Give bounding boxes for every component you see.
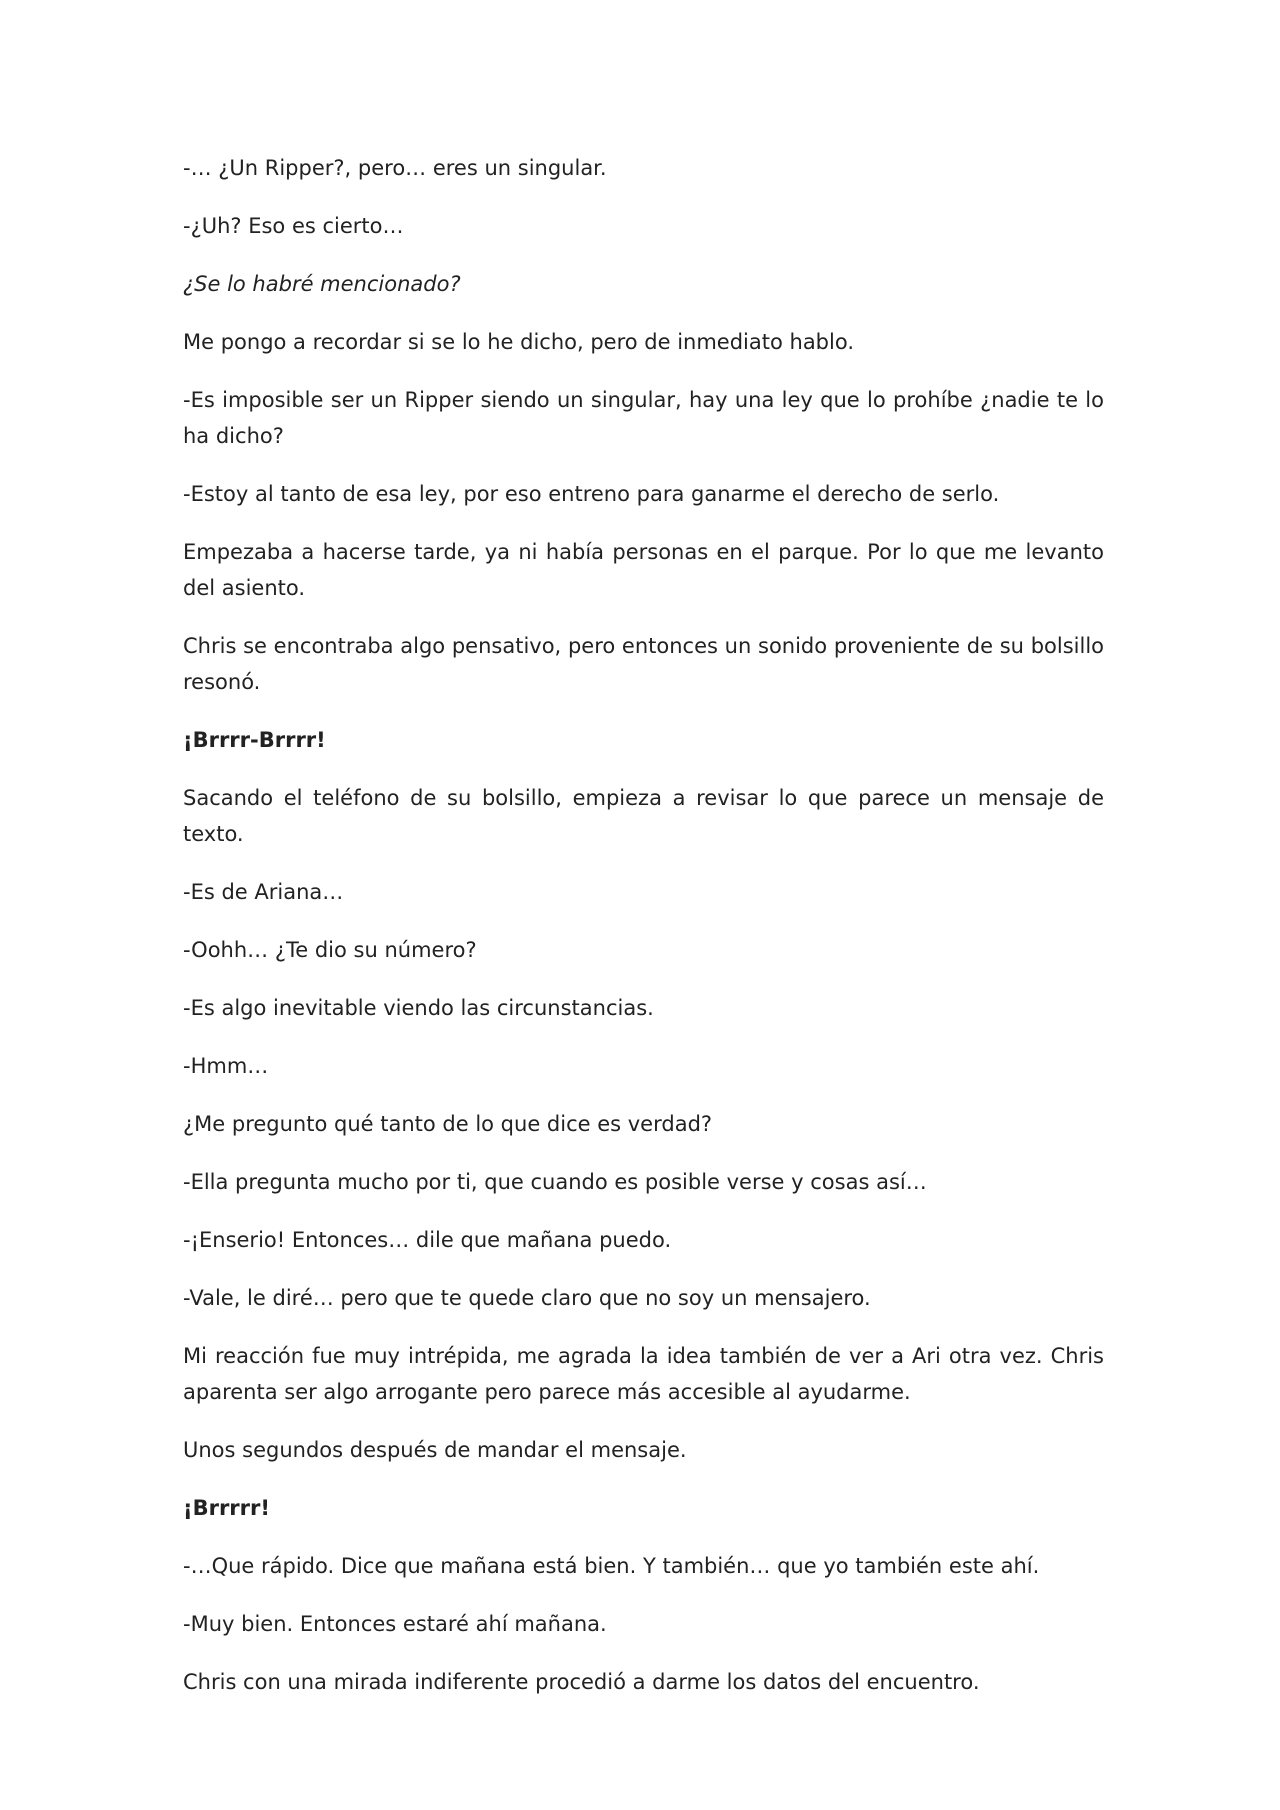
paragraph: -Es algo inevitable viendo las circunstancias. xyxy=(183,996,654,1020)
paragraph: -Vale, le diré… pero que te quede claro que no soy un mensajero. xyxy=(183,1286,871,1310)
paragraph: Chris se encontraba algo pensativo, pero entonces un sonido proveniente de su bolsillo resonó. xyxy=(183,634,1104,694)
paragraph: -Estoy al tanto de esa ley, por eso entreno para ganarme el derecho de serlo. xyxy=(183,482,1000,506)
paragraph: -Es imposible ser un Ripper siendo un singular, hay una ley que lo prohíbe ¿nadie te lo ha dicho? xyxy=(183,388,1104,448)
paragraph: -Hmm… xyxy=(183,1054,269,1078)
paragraph: Mi reacción fue muy intrépida, me agrada la idea también de ver a Ari otra vez. Chris aparenta ser algo arrogante pero parece más accesible al ayudarme. xyxy=(183,1344,1104,1404)
document-body xyxy=(183,150,1104,1722)
paragraph: -¡Enserio! Entonces… dile que mañana puedo. xyxy=(183,1228,672,1252)
paragraph: Chris con una mirada indiferente procedió a darme los datos del encuentro. xyxy=(183,1670,980,1694)
paragraph: Sacando el teléfono de su bolsillo, empieza a revisar lo que parece un mensaje de texto. xyxy=(183,786,1104,846)
paragraph: Unos segundos después de mandar el mensaje. xyxy=(183,1438,687,1462)
paragraph: -¿Uh? Eso es cierto… xyxy=(183,214,404,238)
paragraph: Me pongo a recordar si se lo he dicho, pero de inmediato hablo. xyxy=(183,330,855,354)
paragraph-bold-sound: ¡Brrrr-Brrrr! xyxy=(183,728,326,752)
paragraph: ¿Me pregunto qué tanto de lo que dice es verdad? xyxy=(183,1112,713,1136)
paragraph: -Ella pregunta mucho por ti, que cuando es posible verse y cosas así… xyxy=(183,1170,927,1194)
paragraph: -…Que rápido. Dice que mañana está bien. Y también… que yo también este ahí. xyxy=(183,1554,1040,1578)
paragraph: -Muy bien. Entonces estaré ahí mañana. xyxy=(183,1612,607,1636)
paragraph-italic-thought: ¿Se lo habré mencionado? xyxy=(183,272,461,296)
paragraph: Empezaba a hacerse tarde, ya ni había personas en el parque. Por lo que me levanto del asiento. xyxy=(183,540,1104,600)
paragraph: -Oohh… ¿Te dio su número? xyxy=(183,938,477,962)
paragraph: -Es de Ariana… xyxy=(183,880,344,904)
paragraph-bold-sound: ¡Brrrrr! xyxy=(183,1496,270,1520)
paragraph: -… ¿Un Ripper?, pero… eres un singular. xyxy=(183,156,607,180)
